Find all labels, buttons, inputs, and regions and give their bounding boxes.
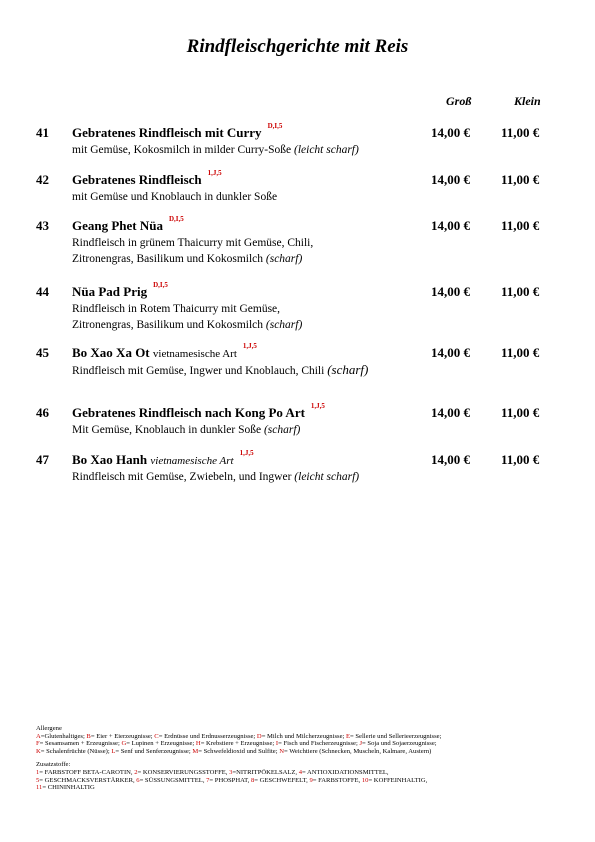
legend-key: J [359, 740, 363, 748]
legend-value: = Lupinen + Erzeugnisse; [126, 740, 196, 748]
zusatz-line [36, 769, 441, 777]
legend-key: H [195, 740, 201, 748]
item-price-gross: 14,00 € [431, 218, 470, 233]
item-price-klein: 11,00 € [501, 218, 540, 233]
item-allergen-code: 1,J,5 [242, 342, 257, 350]
column-header-gross: Groß [446, 94, 472, 108]
item-spice-note: (scharf) [327, 362, 369, 377]
legend-key: F [36, 740, 40, 748]
item-description-block [72, 301, 302, 333]
item-number: 41 [36, 125, 49, 140]
allergene-line [36, 748, 441, 756]
allergen-legend [36, 725, 441, 792]
legend-value: = CHININHALTIG [42, 784, 95, 792]
allergene-title: Allergene [36, 725, 62, 732]
legend-key: 11 [36, 784, 43, 792]
item-spice-note: (scharf) [265, 253, 303, 265]
legend-value: = Weichtiere (Schnecken, Muscheln, Kalmare, Austern) [283, 747, 432, 755]
item-name [72, 122, 283, 141]
item-spice-note: (leicht scharf) [294, 471, 360, 483]
legend-value: = FARBSTOFF BETA-CAROTIN, [39, 768, 135, 776]
legend-key: E [345, 732, 351, 740]
item-price-klein: 11,00 € [501, 284, 540, 299]
item-description-block [72, 189, 277, 205]
legend-value: = Senf und Senferzeugnisse; [115, 747, 193, 755]
item-description: mit Gemüse, Kokosmilch in milder Curry-Soße [72, 144, 292, 156]
item-name [72, 169, 222, 188]
legend-value: = Schalenfrüchte (Nüsse); [40, 747, 112, 755]
legend-value: = FARBSTOFFE, [312, 776, 362, 784]
legend-key: B [86, 732, 91, 740]
legend-key: C [154, 732, 159, 740]
legend-value: = KOFFEINHALTIG, [368, 776, 428, 784]
item-price-klein: 11,00 € [501, 452, 540, 467]
column-header-klein: Klein [514, 94, 541, 108]
legend-key: 3 [229, 768, 233, 776]
item-allergen-code: D,I,5 [169, 215, 184, 223]
item-name-text: Bo Xao Xa Ot [72, 345, 150, 360]
item-allergen-code: 1,J,5 [207, 169, 222, 177]
legend-value: = Eier + Eierzeugnisse; [90, 732, 155, 740]
legend-value: = Krebstiere + Erzeugnisse; [200, 740, 276, 748]
item-name-text: Gebratenes Rindfleisch [72, 172, 202, 187]
item-number: 42 [36, 172, 49, 187]
item-description-block [72, 422, 300, 438]
legend-key: 9 [309, 776, 313, 784]
item-description: mit Gemüse und Knoblauch in dunkler Soße [72, 191, 278, 203]
item-description-block [72, 142, 359, 158]
legend-value: = GESCHMACKSVERSTÄRKER, [39, 776, 137, 784]
item-number: 47 [36, 452, 49, 467]
legend-value: = Sesamsamen + Erzeugnisse; [39, 740, 122, 748]
item-description-block [72, 235, 313, 267]
legend-key: 8 [250, 776, 255, 784]
item-name [72, 449, 254, 468]
item-subtitle: vietnamesische Art [152, 348, 237, 360]
legend-value: = PHOSPHAT, [209, 776, 251, 784]
legend-value: = KONSERVIERUNGSSTOFFE, [137, 768, 230, 776]
item-name-text: Gebratenes Rindfleisch mit Curry [72, 125, 262, 140]
legend-value: = ANTIOXIDATIONSMITTEL, [302, 768, 389, 776]
item-description-block [72, 362, 368, 379]
item-spice-note: (scharf) [265, 319, 303, 331]
item-spice-note: (leicht scharf) [294, 144, 359, 156]
item-price-gross: 14,00 € [431, 284, 470, 299]
zusatz-line [36, 784, 441, 792]
page-title: Rindfleischgerichte mit Reis [186, 36, 409, 57]
allergene-line [36, 733, 441, 741]
item-price-gross: 14,00 € [431, 125, 470, 140]
item-description-block [72, 469, 359, 485]
item-number: 43 [36, 218, 49, 233]
item-name [72, 281, 168, 300]
item-description: Mit Gemüse, Knoblauch in dunkler Soße [72, 424, 262, 436]
legend-value: = Milch und Milcherzeugnisse; [261, 732, 346, 740]
legend-key: L [111, 747, 116, 755]
legend-key: M [192, 747, 199, 755]
item-allergen-code: 1,J,5 [310, 402, 325, 410]
item-number: 45 [36, 345, 49, 360]
item-name [72, 215, 184, 234]
item-price-gross: 14,00 € [431, 172, 470, 187]
item-subtitle: vietnamesische Art [150, 455, 234, 467]
legend-key: 10 [361, 776, 369, 784]
legend-value: = Fisch und Fischerzeugnisse; [278, 740, 360, 748]
legend-key: 4 [298, 768, 303, 776]
item-description: Rindfleisch in grünem Thaicurry mit Gemüse, Chili, [72, 237, 314, 249]
legend-key: G [121, 740, 127, 748]
item-name [72, 402, 325, 421]
allergene-line [36, 740, 441, 748]
item-price-klein: 11,00 € [501, 125, 540, 140]
zusatz-line [36, 777, 441, 785]
item-name-text: Bo Xao Hanh [72, 452, 148, 467]
item-name-text: Geang Phet Nüa [72, 218, 163, 233]
legend-value: = SÜSSUNGSMITTEL, [139, 776, 207, 784]
item-allergen-code: 1,J,5 [239, 449, 254, 457]
legend-value: = Sellerie und Sellerieerzeugnisse; [350, 732, 442, 740]
item-price-gross: 14,00 € [431, 345, 470, 360]
item-name-text: Nüa Pad Prig [72, 284, 148, 299]
legend-key: D [256, 732, 262, 740]
item-price-klein: 11,00 € [501, 405, 540, 420]
item-description-2: Zitronengras, Basilikum und Kokosmilch [72, 319, 264, 331]
zusatz-title: Zusatzstoffe: [36, 761, 71, 769]
item-allergen-code: D,I,5 [153, 281, 168, 289]
item-allergen-code: D,I,5 [267, 122, 283, 130]
legend-key: 6 [136, 776, 140, 784]
item-price-klein: 11,00 € [501, 345, 540, 360]
legend-key: N [279, 747, 284, 755]
legend-key: 2 [134, 768, 138, 776]
item-name [72, 342, 257, 361]
item-name-text: Gebratenes Rindfleisch nach Kong Po Art [72, 405, 305, 420]
legend-value: = Schwefeldioxid und Sulfite; [198, 747, 280, 755]
legend-key: 1 [36, 768, 40, 776]
item-spice-note: (scharf) [263, 424, 301, 436]
item-number: 44 [36, 284, 49, 299]
item-description-2: Zitronengras, Basilikum und Kokosmilch [72, 253, 264, 265]
item-number: 46 [36, 405, 49, 420]
legend-value: =Glutenhaltiges; [40, 732, 87, 740]
legend-key: I [275, 740, 279, 748]
legend-key: K [36, 747, 41, 755]
legend-value: =NITRITPÖKELSALZ, [232, 768, 299, 776]
legend-value: = Erdnüsse und Erdnusserzeugnisse; [158, 732, 257, 740]
item-price-klein: 11,00 € [501, 172, 540, 187]
item-description: Rindfleisch mit Gemüse, Zwiebeln, und Ingwer [72, 471, 292, 483]
item-price-gross: 14,00 € [431, 405, 470, 420]
legend-value: = GESCHWEFELT, [254, 776, 310, 784]
legend-value: = Soja und Sojaerzeugnisse; [362, 740, 437, 748]
legend-key: 7 [206, 776, 210, 784]
legend-key: A [36, 732, 41, 740]
item-price-gross: 14,00 € [431, 452, 470, 467]
legend-key: 5 [36, 776, 40, 784]
item-description: Rindfleisch mit Gemüse, Ingwer und Knoblauch, Chili [72, 365, 325, 377]
item-description: Rindfleisch in Rotem Thaicurry mit Gemüse, [72, 303, 281, 315]
